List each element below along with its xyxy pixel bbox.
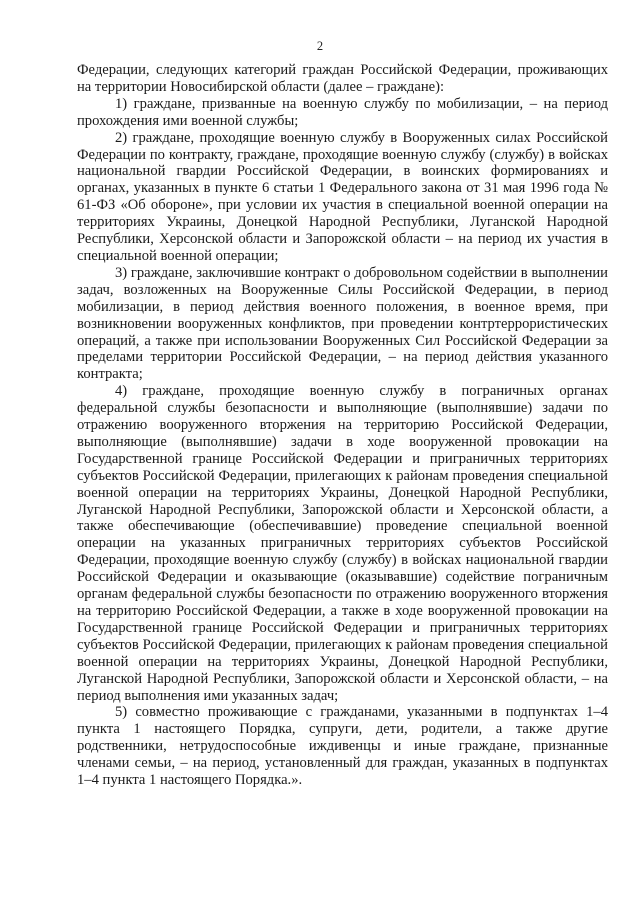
paragraph-item-1: 1) граждане, призванные на военную службу по мобилизации, – на период прохождения ими военной службы; [77, 95, 608, 129]
document-body [77, 62, 608, 789]
paragraph-item-2: 2) граждане, проходящие военную службу в Вооруженных силах Российской Федерации по контракту, граждане, проходящие военную службу (службу) в войсках национальной гвардии Российской Федерации, в воинских формированиях и органах, указанных в пункте 6 статьи 1 Федерального закона от 31 мая 1996 года № 61-ФЗ «Об обороне», при условии их участия в специальной военной операции на территориях Украины, Донецкой Народной Республики, Луганской Народной Республики, Херсонской области и Запорожской области – на период их участия в специальной военной операции; [77, 129, 608, 264]
paragraph-item-3: 3) граждане, заключившие контракт о добровольном содействии в выполнении задач, возложенных на Вооруженные Силы Российской Федерации, в период мобилизации, в период действия военного положения, в военное время, при возникновении вооруженных конфликтов, при проведении контртеррористических операций, а также при использовании Вооруженных Сил Российской Федерации за пределами территории Российской Федерации, – на период действия указанного контракта; [77, 264, 608, 383]
paragraph-item-4: 4) граждане, проходящие военную службу в пограничных органах федеральной службы безопасности и выполняющие (выполнявшие) задачи по отражению вооруженного вторжения на территорию Российской Федерации, выполняющие (выполнявшие) задачи в ходе вооруженной провокации на Государственной границе Российской Федерации и приграничных территориях субъектов Российской Федерации, прилегающих к районам проведения специальной военной операции на территориях Украины, Донецкой Народной Республики, Луганской Народной Республики, Запорожской области и Херсонской области, а также обеспечивающие (обеспечивавшие) проведение специальной военной операции на указанных приграничных территориях субъектов Российской Федерации, проходящие военную службу (службу) в войсках национальной гвардии Российской Федерации и оказывающие (оказывавшие) содействие пограничным органам федеральной службы безопасности по отражению вооруженного вторжения на территорию Российской Федерации, а также в ходе вооруженной провокации на Государственной границе Российской Федерации и приграничных территориях субъектов Российской Федерации, прилегающих к районам проведения специальной военной операции на территориях Украины, Донецкой Народной Республики, Луганской Народной Республики, Запорожской области и Херсонской области, – на период выполнения ими указанных задач; [77, 383, 608, 704]
paragraph-item-5: 5) совместно проживающие с гражданами, указанными в подпунктах 1–4 пункта 1 настоящего Порядка, супруги, дети, родители, а также другие родственники, нетрудоспособные иждивенцы и иные граждане, признанные членами семьи, – на период, установленный для граждан, указанных в подпунктах 1–4 пункта 1 настоящего Порядка.». [77, 704, 608, 789]
page-number: 2 [316, 39, 324, 53]
paragraph-continuation: Федерации, следующих категорий граждан Российской Федерации, проживающих на территории Новосибирской области (далее – граждане): [77, 62, 608, 95]
